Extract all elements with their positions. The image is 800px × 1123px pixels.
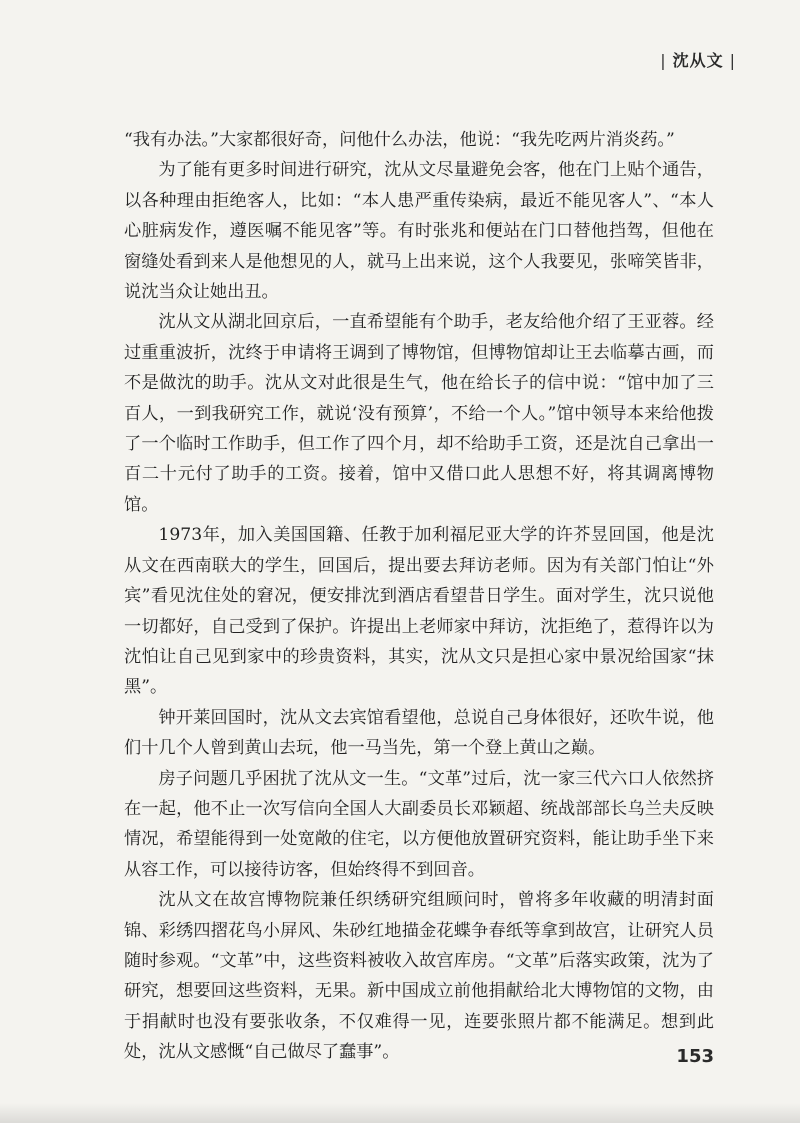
paragraph: 1973年，加入美国国籍、任教于加利福尼亚大学的许芥昱回国，他是沈从文在西南联大的学生，回国后，提出要去拜访老师。因为有关部门怕让“外宾”看见沈住处的窘况，便安排沈到酒店看望昔日学生。面对学生，沈只说他一切都好，自己受到了保护。许提出上老师家中拜访，沈拒绝了，惹得许以为沈怕让自己见到家中的珍贵资料，其实，沈从文只是担心家中景况给国家“抹黑”。: [124, 525, 714, 698]
body-text: [124, 125, 714, 1068]
paragraph: 房子问题几乎困扰了沈从文一生。“文革”过后，沈一家三代六口人依然挤在一起，他不止一次写信向全国人大副委员长邓颖超、统战部部长乌兰夫反映情况，希望能得到一处宽敞的住宅，以方便他放置研究资料，能让助手坐下来从容工作，可以接待访客，但始终得不到回音。: [124, 768, 714, 880]
paragraph: 沈从文在故宫博物院兼任织绣研究组顾问时，曾将多年收藏的明清封面锦、彩绣四摺花鸟小屏风、朱砂红地描金花蝶争春纸等拿到故宫，让研究人员随时参观。“文革”中，这些资料被收入故宫库房。“文革”后落实政策，沈为了研究，想要回这些资料，无果。新中国成立前他捐献给北大博物馆的文物，由于捐献时也没有要张收条，不仅难得一见，连要张照片都不能满足。想到此处，沈从文感慨“自己做尽了蠢事”。: [124, 890, 714, 1063]
paragraph: 为了能有更多时间进行研究，沈从文尽量避免会客，他在门上贴个通告，以各种理由拒绝客人，比如：“本人患严重传染病，最近不能见客人”、“本人心脏病发作，遵医嘱不能见客”等。有时张兆和便站在门口替他挡驾，但他在窗缝处看到来人是他想见的人，就马上出来说，这个人我要见，张啼笑皆非，说沈当众让她出丑。: [124, 160, 714, 303]
paragraph: 钟开莱回国时，沈从文去宾馆看望他，总说自己身体很好，还吹牛说，他们十几个人曾到黄山去玩，他一马当先，第一个登上黄山之巅。: [124, 707, 714, 759]
paragraph: “我有办法。”大家都很好奇，问他什么办法，他说：“我先吃两片消炎药。”: [124, 130, 675, 150]
header-divider-left: |: [660, 51, 667, 70]
running-header: [654, 48, 742, 71]
header-divider-right: |: [729, 51, 736, 70]
paragraph: 沈从文从湖北回京后，一直希望能有个助手，老友给他介绍了王亚蓉。经过重重波折，沈终于申请将王调到了博物馆，但博物馆却让王去临摹古画，而不是做沈的助手。沈从文对此很是生气，他在给长子的信中说：“馆中加了三百人，一到我研究工作，就说‘没有预算’，不给一个人。”馆中领导本来给他拨了一个临时工作助手，但工作了四个月，却不给助手工资，还是沈自己拿出一百二十元付了助手的工资。接着，馆中又借口此人思想不好，将其调离博物馆。: [124, 312, 714, 515]
page-number: 153: [676, 1046, 714, 1067]
section-title: 沈从文: [672, 51, 724, 70]
